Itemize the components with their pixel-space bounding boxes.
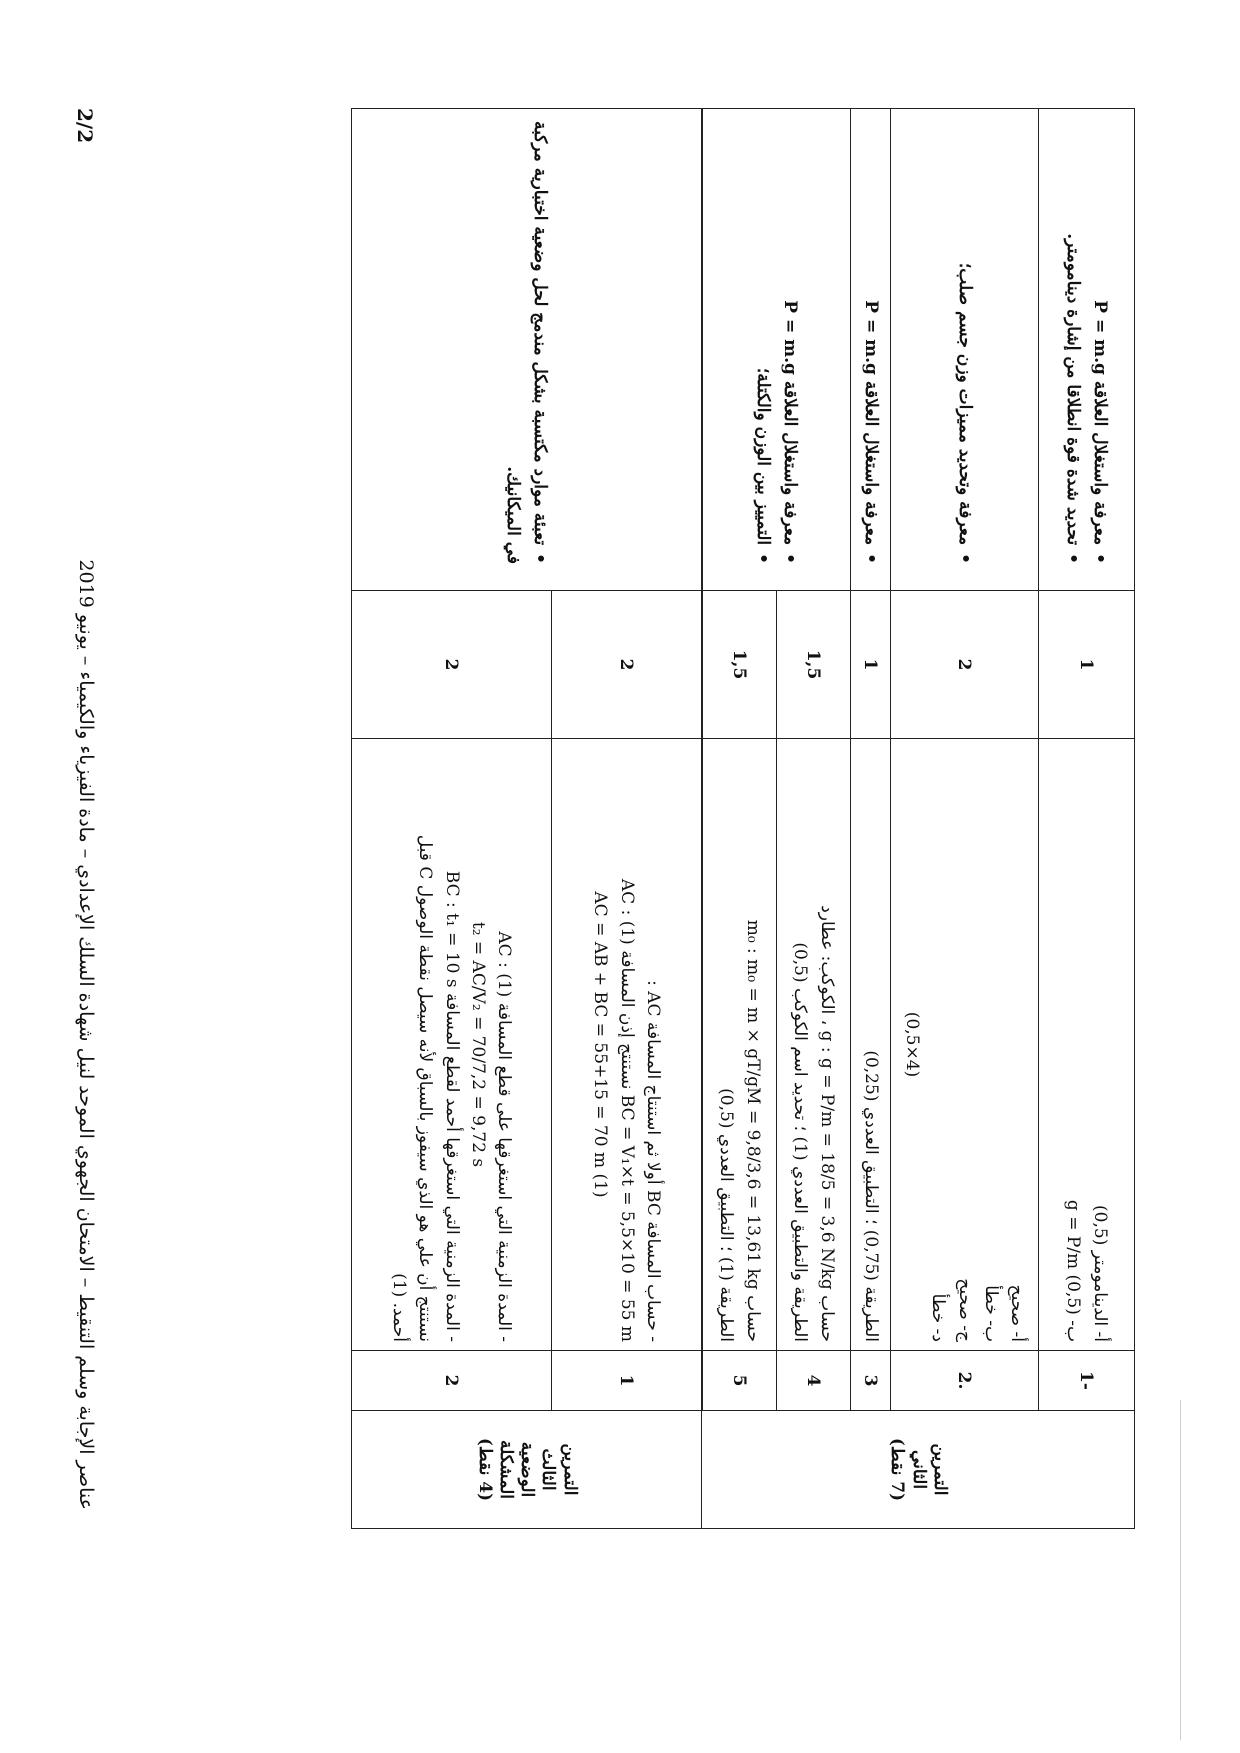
points-cell: 1,5 — [703, 591, 777, 739]
page-number: 2/2 — [73, 108, 97, 144]
answer-cell: حساب m₀ : m₀ = m × gT/gM = 9,8/3,6 = 13,61 kg الطريقة (1) ؛ التطبيق العددي (0,5) — [703, 739, 777, 1351]
criteria-cell: • معرفة واستغلال العلاقة P = m.g • التمييز بين الوزن والكتلة؛ — [703, 109, 851, 591]
exercise-3-label: التمرين الثالث الوضعية المشكلة (4 نقط) — [352, 1411, 702, 1529]
scan-edge-line — [1180, 1400, 1181, 1740]
question-number: -1 — [1039, 1351, 1135, 1411]
points-cell: 2 — [552, 591, 702, 739]
answer-table — [351, 108, 1135, 1529]
answer-cell: - حساب المسافة BC أولا ثم استنتاج المسافة AC : BC = V₁×t = 5,5×10 = 55 m نستنتج إذن المسافة AC : (1) AC = AB + BC = 55+15 = 70 m (1) — [552, 739, 702, 1351]
answer-cell: الطريقة (0,75) ؛ التطبيق العددي (0,25) — [851, 739, 891, 1351]
points-cell: 1 — [1039, 591, 1135, 739]
answer-cell: أ- الدينامومتر (0,5) ب- g = P/m (0,5) — [1039, 739, 1135, 1351]
criteria-cell: • تعبئة موارد مكتسبة بشكل مندمج لحل وضعية اختبارية مركبة في الميكانيك. — [352, 109, 702, 591]
criteria-cell: • معرفة وتحديد مميزات وزن جسم صلب؛ — [891, 109, 1039, 591]
answer-cell: - المدة الزمنية التي استغرقها على قطع المسافة AC : (1) t₂ = AC/V₂ = 70/7,2 = 9,72 s - المدة الزمنية التي استغرقها أحمد لقطع المسافة BC : t₁ = 10 s نستنتج أن علي هو الذي سيفوز بالسباق لأنه سيصل نقطة الوصول C قبل أحمد. (1) — [352, 739, 552, 1351]
table-row — [851, 109, 891, 1529]
page-footer: عناصر الإجابة وسلم التنقيط – الامتحان الجهوي الموحد لنيل شهادة السلك الإعدادي – مادة الفيزياء والكيمياء – يونيو 2019 — [75, 559, 97, 1510]
answer-cell: أ- صحيح ب- خطأ ج- صحيح د- خطأ (4×0,5) — [891, 739, 1039, 1351]
answer-cell: حساب g : g = P/m = 18/5 = 3,6 N/kg ، الكوكب: عطارد الطريقة والتطبيق العددي (1) ؛ تحديد اسم الكوكب (0,5) — [777, 739, 851, 1351]
question-number: 5 — [703, 1351, 777, 1411]
question-number: 4 — [777, 1351, 851, 1411]
criteria-cell: • معرفة واستغلال العلاقة P = m.g — [851, 109, 891, 591]
table-row — [891, 109, 1039, 1529]
question-number: 3 — [851, 1351, 891, 1411]
question-number: .2 — [891, 1351, 1039, 1411]
table-row — [777, 109, 851, 1529]
question-number: 1 — [552, 1351, 702, 1411]
points-cell: 1 — [851, 591, 891, 739]
points-cell: 1,5 — [777, 591, 851, 739]
criteria-cell: • معرفة واستغلال العلاقة P = m.g • تحديد شدة قوة انطلاقا من إشارة دينامومتر. — [1039, 109, 1135, 591]
points-cell: 2 — [352, 591, 552, 739]
table-row — [552, 109, 702, 1529]
table-row — [1039, 109, 1135, 1529]
question-number: 2 — [352, 1351, 552, 1411]
points-cell: 2 — [891, 591, 1039, 739]
exercise-2-label: التمرين الثاني (7 نقط) — [702, 1411, 1135, 1529]
